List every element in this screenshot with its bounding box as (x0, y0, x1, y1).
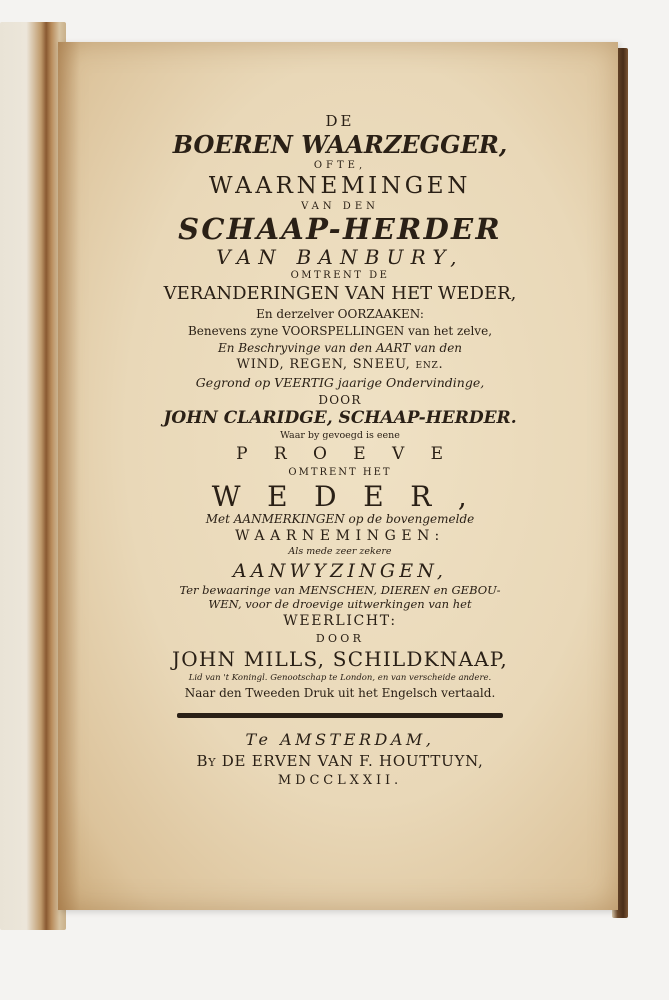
line-benevens: Benevens zyne VOORSPELLINGEN van het zelve, (187, 324, 493, 338)
line-waarnemingen-2: WAARNEMINGEN: (235, 528, 445, 544)
line-wind-regen: WIND, REGEN, SNEEU, enz. (236, 357, 444, 372)
line-proeve: PROEVE (236, 444, 470, 464)
line-ofte: OFTE, (313, 160, 367, 171)
line-ter-bewaaringe: Ter bewaaringe van MENSCHEN, DIEREN en GEBOU- (179, 582, 501, 597)
title-page-text (90, 114, 590, 787)
line-omtrent-het: OMTRENT HET (288, 467, 392, 478)
line-banbury: VAN BANBURY, (216, 245, 464, 269)
line-de: DE (325, 112, 355, 130)
line-als-mede: Als mede zeer zekere (288, 546, 392, 557)
left-cover-board (0, 22, 66, 930)
line-year: MDCCLXXII. (277, 773, 403, 788)
line-wen: WEN, voor de droevige uitwerkingen van het (208, 597, 472, 611)
line-naar-den-druk: Naar den Tweeden Druk uit het Engelsch vertaald. (184, 686, 496, 700)
line-schaap-herder: SCHAAP-HERDER (178, 212, 502, 246)
page-edge-stain (58, 42, 80, 910)
line-aanwyzingen: AANWYZINGEN, (232, 559, 448, 582)
line-erven-houttuyn: By DE ERVEN VAN F. HOUTTUYN, (196, 752, 484, 770)
line-john-mills: JOHN MILLS, SCHILDKNAAP, (172, 646, 508, 671)
line-omtrent-de: OMTRENT DE (290, 270, 390, 281)
divider-rule (177, 713, 503, 718)
line-door-1: DOOR (318, 392, 362, 407)
line-oorzaaken: En derzelver OORZAAKEN: (256, 307, 424, 321)
line-door-2: DOOR (315, 631, 365, 645)
line-beschryvinge: En Beschryvinge van den AART van den (217, 341, 463, 355)
line-aanmerkingen: Met AANMERKINGEN op de bovengemelde (205, 512, 475, 526)
line-amsterdam: Te AMSTERDAM, (245, 730, 435, 749)
line-weerlicht: WEERLICHT: (283, 612, 397, 629)
line-weder: WEDER, (211, 480, 494, 513)
line-lid: Lid van 't Koningl. Genootschap te London, en van verscheide andere. (188, 672, 492, 683)
line-gegrond: Gegrond op VEERTIG jaarige Ondervindinge, (195, 375, 485, 390)
line-veranderingen: VERANDERINGEN VAN HET WEDER, (163, 283, 517, 304)
line-waar-by: Waar by gevoegd is eene (280, 429, 400, 441)
line-waarnemingen: WAARNEMINGEN (208, 173, 472, 199)
line-john-claridge: JOHN CLARIDGE, SCHAAP-HERDER. (163, 407, 517, 428)
line-boeren-waarzegger: BOEREN WAARZEGGER, (172, 130, 508, 159)
line-van-den: VAN DEN (301, 201, 379, 212)
